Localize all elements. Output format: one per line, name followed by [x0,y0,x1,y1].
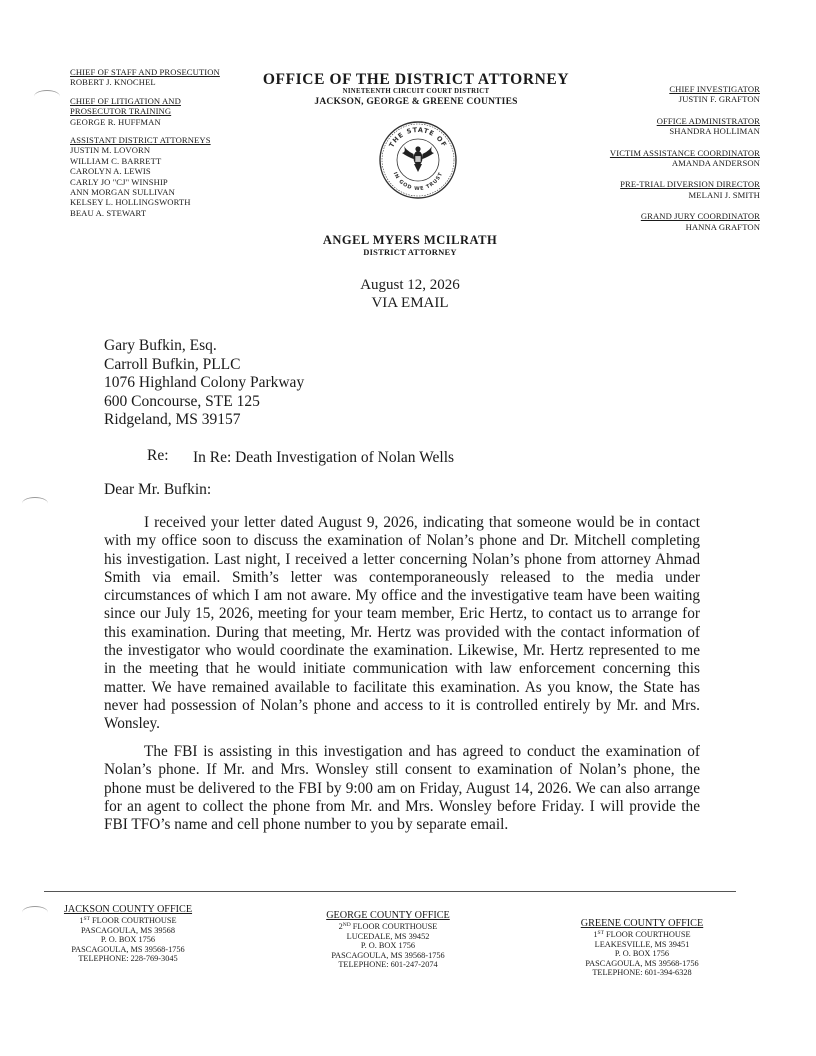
punch-hole-mark [22,906,48,919]
staff-block [560,84,760,105]
staff-title: ASSISTANT DISTRICT ATTORNEYS [70,135,211,146]
staff-name: HANNA GRAFTON [685,221,760,232]
staff-name: CARLY JO "CJ" WINSHIP [70,176,168,187]
staff-title: VICTIM ASSISTANCE COORDINATOR [609,147,760,158]
footer-line: TELEPHONE: 601-394-6328 [592,968,692,978]
staff-name: GEORGE R. HUFFMAN [70,116,161,127]
district-attorney-title: DISTRICT ATTORNEY [363,247,457,257]
punch-hole-mark [22,497,48,510]
district-name: NINETEENTH CIRCUIT COURT DISTRICT [342,88,490,95]
staff-name: WILLIAM C. BARRETT [70,155,162,166]
footer-line: P. O. BOX 1756 [100,935,156,945]
staff-block [560,116,760,137]
svg-text:THE STATE OF: THE STATE OF [387,125,449,149]
salutation: Dear Mr. Bufkin: [104,481,212,498]
staff-block [560,148,760,169]
staff-name: JUSTIN F. GRAFTON [678,94,760,105]
staff-title: PRE-TRIAL DIVERSION DIRECTOR [620,179,760,190]
address-line: Ridgeland, MS 39157 [104,411,241,428]
state-seal [378,120,458,200]
counties-line: JACKSON, GEORGE & GREENE COUNTIES [314,97,518,107]
staff-block [560,211,760,232]
footer-floor-line: 1ST FLOOR COURTHOUSE [593,930,691,939]
footer-line: LUCEDALE, MS 39452 [346,931,430,941]
seal-icon [378,120,458,200]
staff-block [560,179,760,200]
footer-office-title: GREENE COUNTY OFFICE [580,918,704,929]
footer-office-jackson [58,904,198,964]
staff-name: JUSTIN M. LOVORN [70,145,151,156]
footer-line: P. O. BOX 1756 [360,941,416,951]
staff-name: CAROLYN A. LEWIS [70,166,151,177]
footer-line: LEAKESVILLE, MS 39451 [594,939,690,949]
staff-title: OFFICE ADMINISTRATOR [656,115,760,126]
footer-office-george [318,910,458,970]
re-label: Re: [147,447,169,464]
footer-line: TELEPHONE: 228-769-3045 [78,954,178,964]
footer-office-title: GEORGE COUNTY OFFICE [326,910,450,921]
office-title: OFFICE OF THE DISTRICT ATTORNEY [262,71,570,88]
re-subject: In Re: Death Investigation of Nolan Wells [193,449,455,466]
footer-line: PASCAGOULA, MS 39568 [81,925,175,935]
footer-office-title: JACKSON COUNTY OFFICE [63,904,193,915]
footer-line: PASCAGOULA, MS 39568-1756 [71,944,185,954]
footer-line: P. O. BOX 1756 [614,949,670,959]
staff-name: BEAU A. STEWART [70,207,147,218]
footer-line: PASCAGOULA, MS 39568-1756 [331,950,445,960]
body-paragraph: I received your letter dated August 9, 2026, indicating that someone would be in contact with my office soon to discuss the examination of Nolan’s phone and Dr. Mitchell completing his investigation. Last night, I received a letter concerning Nolan’s phone from attorney Ahmad Smith via email. Smith’s letter was contemporaneously released to the media under circumstances of which I am not aware. My office and the investigative team have been waiting since our July 15, 2026, meeting for your team member, Eric Hertz, to contact us to arrange for this examination. During that meeting, Mr. Hertz was provided with the contact information of the investigator who would coordinate the examination. Likewise, Mr. Hertz represented to me in the meeting that he would initiate communication with law enforcement concerning this matter. We have remained available to facilitate this examination. As you know, the State has never had possession of Nolan’s phone and access to it is controlled entirely by Mr. and Mrs. Wonsley. [104,514,700,733]
staff-name: ANN MORGAN SULLIVAN [70,187,175,198]
footer-line: PASCAGOULA, MS 39568-1756 [585,958,699,968]
staff-title: PROSECUTOR TRAINING [70,106,172,117]
footer-line: TELEPHONE: 601-247-2074 [338,960,438,970]
footer-divider [44,891,736,892]
footer-floor-line: 1ST FLOOR COURTHOUSE [79,916,177,925]
staff-title: CHIEF OF STAFF AND PROSECUTION [70,67,220,77]
address-line: Carroll Bufkin, PLLC [104,355,241,373]
footer-floor-line: 2ND FLOOR COURTHOUSE [338,922,438,931]
staff-name: SHANDRA HOLLIMAN [669,126,760,137]
staff-name: AMANDA ANDERSON [671,158,760,169]
district-attorney-name: ANGEL MYERS MCILRATH [322,233,498,247]
address-line: 600 Concourse, STE 125 [104,392,260,410]
staff-title: CHIEF OF LITIGATION AND [70,95,181,106]
body-paragraph: The FBI is assisting in this investigation and has agreed to conduct the examination of Nolan’s phone. If Mr. and Mrs. Wonsley still consent to examination of Nolan’s phone, the phone must be delivered to the FBI by 9:00 am on Friday, August 14, 2026. We can also arrange for an agent to collect the phone from Mr. and Mrs. Wonsley before Friday. I will provide the FBI TFO’s name and cell phone number to you by separate email. [104,743,700,834]
staff-block [70,135,260,218]
staff-name: KELSEY L. HOLLINGSWORTH [70,197,191,208]
letter-date: August 12, 2026 [360,277,460,293]
svg-text:IN GOD WE TRUST: IN GOD WE TRUST [391,171,445,193]
recipient-address [104,337,304,430]
staff-name: MELANI J. SMITH [688,189,760,200]
right-staff-list [560,84,760,232]
delivery-method: VIA EMAIL [371,295,449,311]
staff-title: CHIEF INVESTIGATOR [669,84,760,94]
staff-title: GRAND JURY COORDINATOR [640,211,760,222]
address-line: 1076 Highland Colony Parkway [104,374,305,391]
address-line: Gary Bufkin, Esq. [104,337,217,354]
staff-name: ROBERT J. KNOCHEL [70,77,156,88]
footer-office-greene [572,918,712,978]
